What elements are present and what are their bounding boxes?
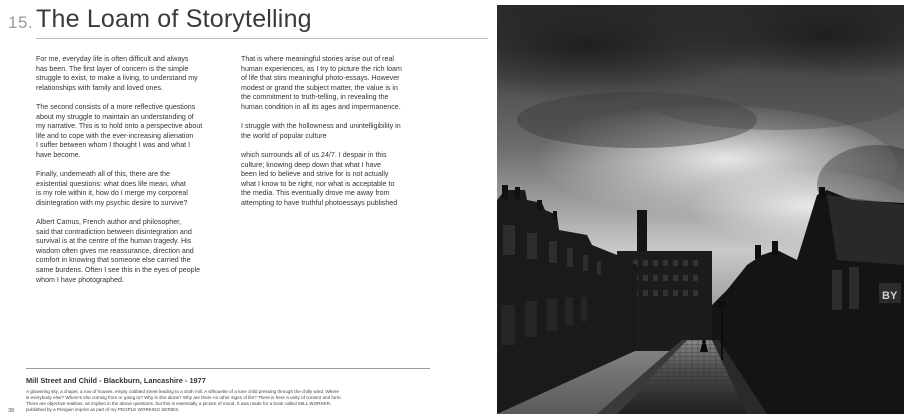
caption-title: Mill Street and Child - Blackburn, Lancashire - 1977 (26, 376, 206, 385)
shop-sign: BY (882, 290, 898, 302)
paragraph: Albert Camus, French author and philosopher, said that contradiction between disintegration and survival is at the centre of the human tragedy. His wisdom often gives me reassurance, direction and comfort in knowing that someone else carried the same burdens. Often I see this in the eyes of people whom I have photographed. (36, 218, 201, 284)
caption-divider (26, 368, 430, 369)
paragraph: For me, everyday life is often difficult and always has been. The first layer of concern is the simple struggle to exist, to make a living, to understand my relationships with family and loved ones. (36, 55, 198, 92)
page-number: 38 (8, 408, 15, 414)
paragraph: That is where meaningful stories arise out of real human experiences, as I try to picture the rich loam of life that stirs meaningful photo-essays. However modest or grand the subject matter, the value is in the commitment to truth-telling, in revealing the human condition in all its ages and impermanence. (241, 55, 402, 111)
paragraph: I struggle with the hollowness and unintelligibility in the world of popular culture (241, 122, 401, 140)
paragraph: Finally, underneath all of this, there are the existential questions: what does life mean, what is my role within it, how do I merge my corporeal disintegration with my psychic desire to survive? (36, 170, 188, 207)
paragraph: which surrounds all of us 24/7. I despair in this culture; knowing deep down that what I have been led to believe and strive for is not actually what I know to be right, nor what is acceptable to the media. This eventually drove me away from attempting to have truthful photoessays published (241, 150, 398, 207)
caption-body: A glowering sky, a chapel, a row of houses, empty cobbled street leading to a cloth mill. A silhouette of a lone child pressing through the chilly wind. Where is everybody else? Where's she coming from or going to? Why is she alone? Why are there no other signs of life? There is here a unity of content and form. There are objective realities, as implied in the above questions, but this is essentially a picture of mood. It was made for a book called MILL WORKER, published by a Penguin imprint as part of my PEOPLE WORKING SERIES. (26, 389, 342, 412)
paragraph: The second consists of a more reflective questions about my struggle to maintain an understanding of my narrative. This is to hold onto a perspective about life and to cope with the ever-increasing alienation I suffer between whom I thought I was and what I have become. (36, 102, 203, 159)
chapter-number: 15. (8, 13, 34, 32)
chapter-title: The Loam of Storytelling (36, 5, 312, 33)
title-divider (36, 38, 488, 39)
text-column-right (241, 55, 445, 218)
text-column-left (36, 55, 240, 295)
street-photograph (497, 5, 904, 414)
